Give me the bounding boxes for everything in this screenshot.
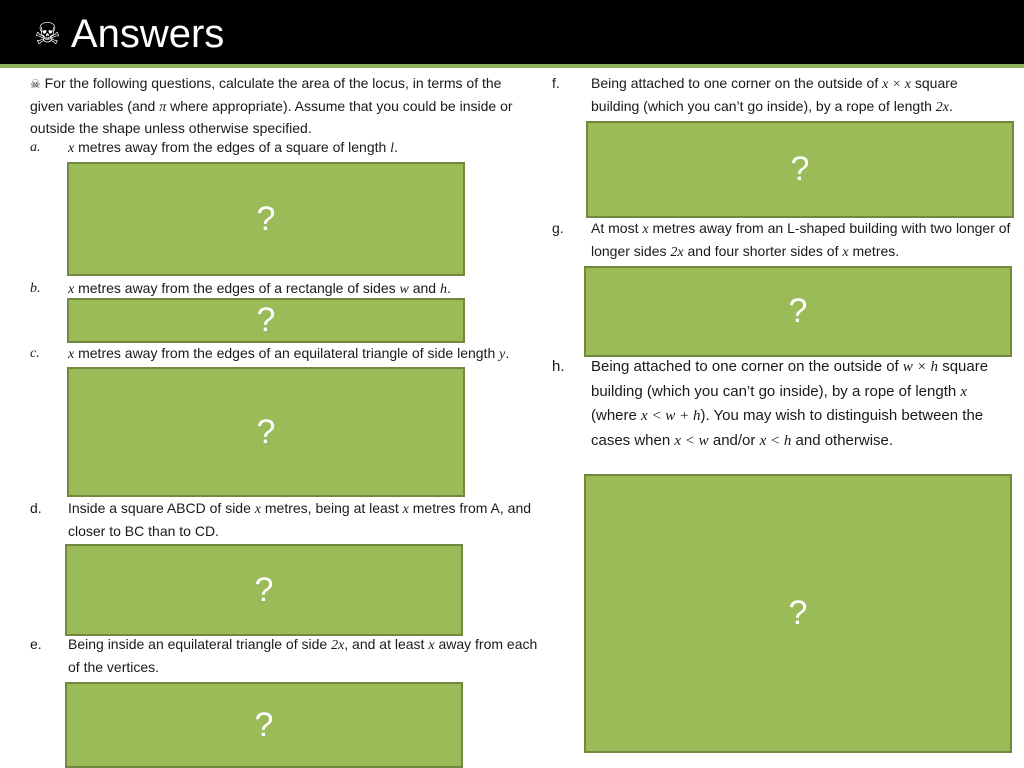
question-g-label: g. <box>552 220 564 236</box>
answer-box-a[interactable]: ? <box>67 162 465 276</box>
question-a-text: x metres away from the edges of a square of length l. <box>68 139 398 156</box>
title-underline <box>0 64 1024 68</box>
answer-box-h[interactable]: ? <box>584 474 1012 753</box>
question-f-text: Being attached to one corner on the outside of x × x square building (which you can’t go inside), by a rope of length 2x. <box>591 75 958 115</box>
answer-box-b[interactable]: ? <box>67 298 465 343</box>
skull-crossbones-icon: ☠ <box>34 17 61 51</box>
answer-box-g[interactable]: ? <box>584 266 1012 357</box>
page-title-text: Answers <box>70 11 225 56</box>
question-e-text: Being inside an equilateral triangle of side 2x, and at least x away from each of the vertices. <box>68 636 538 675</box>
question-f-label: f. <box>552 75 560 91</box>
question-c-text: x metres away from the edges of an equilateral triangle of side length y. <box>68 345 510 362</box>
answer-box-d[interactable]: ? <box>65 544 463 636</box>
question-h-label: h. <box>552 358 565 375</box>
question-c-label: c. <box>30 346 40 361</box>
question-b-label: b. <box>30 281 41 296</box>
question-e-label: e. <box>30 636 42 652</box>
answer-box-f[interactable]: ? <box>586 121 1014 218</box>
instructions: ☠ For the following questions, calculate the area of the locus, in terms of the given variables (and π where appropriate). Assume that you could be inside or outside the shape unless otherwise specified. <box>30 75 513 136</box>
question-h-text: Being attached to one corner on the outside of w × h square building (which you can’t go inside), by a rope of length x (where x < w + h). You may wish to distinguish between the cases when x < w and/or x < h and otherwise. <box>591 358 989 449</box>
answer-box-c[interactable]: ? <box>67 367 465 497</box>
skull-crossbones-icon: ☠ <box>30 77 41 91</box>
page-title <box>34 8 224 60</box>
answer-box-e[interactable]: ? <box>65 682 463 768</box>
question-d-label: d. <box>30 500 42 516</box>
question-d-text: Inside a square ABCD of side x metres, being at least x metres from A, and closer to BC than to CD. <box>68 500 532 539</box>
question-a-label: a. <box>30 140 41 155</box>
question-b-text: x metres away from the edges of a rectangle of sides w and h. <box>68 280 451 297</box>
question-g-text: At most x metres away from an L-shaped building with two longer of longer sides 2x and four shorter sides of x metres. <box>591 220 1011 260</box>
